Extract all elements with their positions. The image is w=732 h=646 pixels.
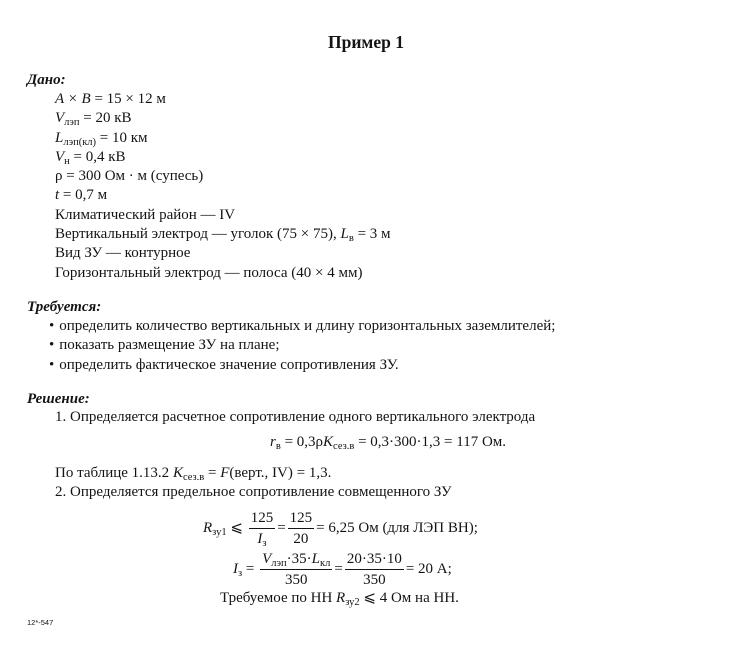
formula-current: $I_з$ = $\frac{V_{лэп}\cdot 35\cdot L_{кл}}{350}$ = $\frac{20\cdot 35\cdot 10}{350}$ = 20 А;: [233, 551, 452, 588]
given-depth: t = 0,7 м: [55, 187, 108, 204]
fraction: $\frac{20\cdot 35\cdot 10}{350}$: [346, 551, 402, 588]
fraction: $\frac{V_{лэп}\cdot 35\cdot L_{кл}}{350}$: [262, 551, 331, 588]
given-climate: Климатический район — IV: [55, 206, 236, 223]
required-item: • показать размещение ЗУ на плане;: [49, 336, 555, 355]
page-title: Пример 1: [328, 32, 404, 52]
solution-step1: 1. Определяется расчетное сопротивление одного вертикального электрода: [55, 409, 536, 425]
formula-vertical-resistance: $r_в = 0,3\rho K_{сез.в} = 0,3\cdot 300\cdot 1,3 = 117$ Ом.: [270, 434, 507, 452]
required-header: Требуется:: [27, 299, 102, 315]
given-voltage-line: $V_{лэп} = 20$ кВ: [55, 110, 132, 129]
required-item: • определить фактическое значение сопротивления ЗУ.: [49, 356, 555, 375]
required-list: [49, 317, 555, 375]
given-list: [55, 90, 391, 283]
final-requirement: Требуемое по НН $R_{зу2}$ ⩽ 4 Ом на НН.: [220, 590, 459, 608]
fraction: $\frac{125}{20}$: [289, 510, 313, 547]
given-area: A × B = 15 × 12 м: [55, 91, 166, 107]
given-voltage-low: $V_н = 0,4$ кВ: [55, 148, 126, 167]
solution-header: Решение:: [27, 391, 90, 407]
solution-step2: 2. Определяется предельное сопротивление совмещенного ЗУ: [55, 484, 452, 500]
given-resistivity: ρ = 300 Ом · м (супесь): [55, 168, 204, 185]
given-zu-type: Вид ЗУ — контурное: [55, 245, 191, 262]
given-line-length: $L_{лэп(кл)} = 10$ км: [55, 129, 148, 148]
required-item: • определить количество вертикальных и длину горизонтальных заземлителей;: [49, 317, 555, 336]
table-reference: По таблице 1.13.2 $K_{сез.в}$ = F(верт., IV) = 1,3.: [55, 465, 332, 483]
formula-rzu1: $R_{зу1}$ ⩽ $\frac{125}{I_з}$ = $\frac{125}{20}$ = 6,25 Ом (для ЛЭП ВН);: [203, 510, 478, 549]
given-header: Дано:: [27, 72, 66, 88]
fraction: $\frac{125}{I_з}$: [250, 510, 274, 549]
given-vertical-electrode: Вертикальный электрод — уголок (75 × 75), $L_в = 3$ м: [55, 226, 391, 245]
footer-code: 12*-547: [27, 618, 54, 627]
given-horizontal-electrode: Горизонтальный электрод — полоса (40 × 4 мм): [55, 264, 363, 281]
